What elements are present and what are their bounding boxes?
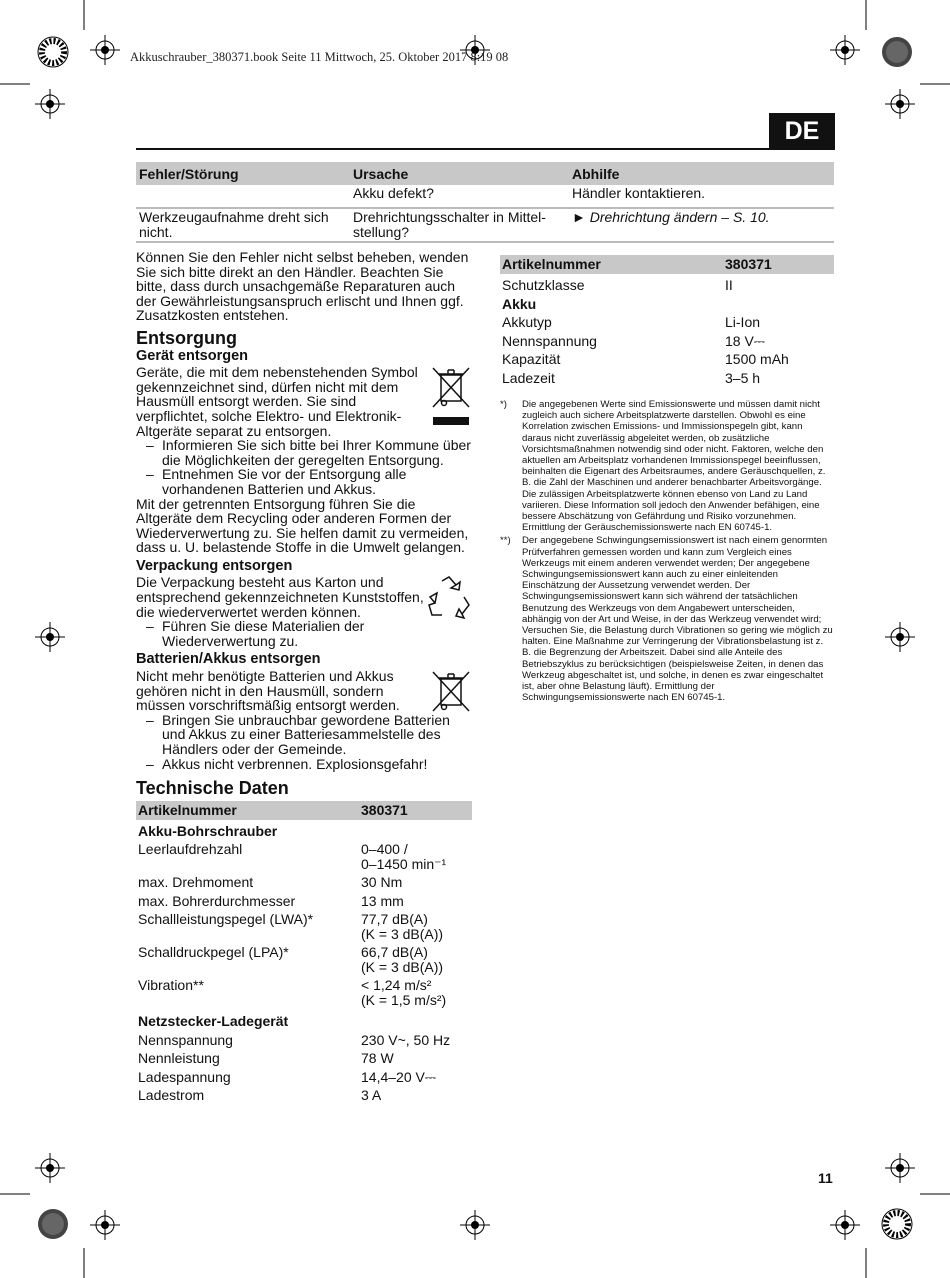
page-number: 11 (818, 1170, 833, 1186)
spec-key: max. Drehmoment (138, 874, 254, 891)
subsection-geraet: Gerät entsorgen (136, 347, 248, 364)
spec-value: 3 A (361, 1087, 382, 1104)
footnote-text: Die angegebenen Werte sind Emissionswerte und müssen damit nicht zugleich auch sichere Arbeitsplatzwerte darstellen. Obwohl es eine Korrelation zwischen Emissions- und Immissionspegeln gibt, kann daraus nicht zuverlässig abgeleitet werden, ob zusätzliche Vorsichtsmaßnahmen notwendig sind oder nicht. Faktoren, welche den aktuellen am Arbeitsplatz vorhandenen Immissionspegel beeinflussen, beinhalten die Eigenart des Arbeitsraumes, andere Geräuschquellen, z. B. die Zahl der Maschinen und anderer benachbarter Arbeitsvorgänge. Die zulässigen Arbeitsplatzwerte können ebenso von Land zu Land variieren. Diese Information soll jedoch den Anwender befähigen, eine bessere Abschätzung von Gefährdung und Risiko vorzunehmen. Ermittlung der Geräuschemissionswerte nach EN 60745-1. (522, 399, 826, 534)
header-rule (136, 148, 834, 150)
list-item: – Entnehmen Sie vor der Entsorgung alle vorhandenen Batterien und Akkus. (136, 467, 472, 496)
spec-value: 30 Nm (361, 874, 403, 891)
spec-value: 1500 mAh (725, 351, 789, 367)
col-header-abhilfe: Abhilfe (569, 162, 834, 185)
table-row (500, 348, 834, 367)
table-row (136, 185, 834, 208)
batterien-text: Nicht mehr benötigte Batterien und Akkus gehören nicht in den Hausmüll, sondern müssen vorschriftsmäßig entsorgt werden. (136, 668, 400, 714)
table-row (136, 974, 472, 1007)
spec-key: Artikelnummer (500, 255, 723, 274)
table-row (136, 908, 472, 941)
table-row (136, 1066, 472, 1085)
spec-value: 18 V⎓ (725, 332, 765, 349)
spec-key: max. Bohrerdurchmesser (138, 892, 296, 909)
spec-value: 14,4–20 V⎓ (361, 1068, 437, 1085)
spec-value: Li-Ion (725, 314, 761, 330)
table-row (500, 330, 834, 349)
spec-key: Ladespannung (138, 1068, 231, 1085)
spec-key: Schalldruckpegel (LPA)* (138, 944, 289, 961)
table-row (136, 1029, 472, 1048)
table-row (136, 890, 472, 909)
footnote-mark: **) (500, 535, 511, 547)
crossed-bin-icon (430, 365, 472, 430)
spec-section: Akku-Bohrschrauber (138, 822, 278, 839)
list-item: – Bringen Sie unbrauchbar gewordene Batterien und Akkus zu einer Batteriesammelstelle des Händlers oder der Gemeinde. (136, 713, 472, 757)
spec-value: II (725, 277, 733, 293)
spec-value: 66,7 dB(A) (K = 3 dB(A)) (361, 944, 444, 975)
table-row (136, 208, 834, 242)
troubleshooting-table (136, 162, 834, 243)
spec-key: Nennspannung (138, 1031, 233, 1048)
cell: Werkzeugaufnahme dreht sich nicht. (136, 208, 350, 242)
crossed-bin-icon (430, 669, 472, 718)
table-row (136, 1084, 472, 1103)
table-row (136, 871, 472, 890)
spec-value: 230 V~, 50 Hz (361, 1031, 451, 1048)
spec-key: Nennspannung (502, 332, 597, 349)
spec-table-left (136, 801, 472, 1103)
spec-value: < 1,24 m/s² (K = 1,5 m/s²) (361, 977, 447, 1008)
table-row (500, 311, 834, 330)
cell: Akku defekt? (350, 185, 569, 208)
intro-text: Können Sie den Fehler nicht selbst beheben, wenden Sie sich bitte direkt an den Händler. Beachten Sie bitte, dass durch unsachgemäße Reparaturen auch der Gewährleistungsanspruch erlischt und Ihnen ggf. Zusatzkosten entstehen. (136, 249, 469, 324)
spec-key: Ladezeit (502, 369, 555, 386)
table-row (500, 367, 834, 386)
spec-key: Kapazität (502, 351, 561, 367)
recycling-icon (426, 575, 472, 624)
cell: Händler kontaktieren. (569, 185, 834, 208)
spec-table-right (500, 255, 834, 385)
col-header-ursache: Ursache (350, 162, 569, 185)
spec-key: Leerlaufdrehzahl (138, 841, 243, 858)
spec-value: 3–5 h (725, 369, 761, 386)
cell (136, 185, 350, 208)
geraet-text: Geräte, die mit dem nebenstehenden Symbol gekennzeichnet sind, dürfen nicht mit dem Hausmüll entsorgt werden. Sie sind verpflichtet, solche Elektro- und Elektronik-Altgeräte separat zu entsorgen. (136, 364, 418, 439)
spec-key: Artikelnummer (136, 801, 359, 820)
list-item: – Akkus nicht verbrennen. Explosionsgefahr! (136, 757, 472, 772)
footnote (500, 399, 834, 533)
section-title-entsorgung: Entsorgung (136, 327, 237, 348)
spec-key: Ladestrom (138, 1087, 205, 1104)
footnote-text: Der angegebene Schwingungsemissionswert ist nach einem genormten Prüfverfahren gemessen worden und kann zum Vergleich eines Werkzeugs mit einem anderen verwendet werden; Der angegebene Schwingungsemissionswert kann auch zu einer einleitenden Einschätzung der Aussetzung verwendet werden. Der Schwingungsemissionswert kann sich während der tatsächlichen Benutzung des Werkzeugs von dem Angabewert unterscheiden, abhängig von der Art und Weise, in der das Werkzeug verwendet wird; Versuchen Sie, die Belastung durch Vibrationen so gering wie möglich zu halten. Eine Maßnahme zur Verringerung der Vibrationsbelastung ist z. B. die Begrenzung der Arbeitszeit. Dabei sind alle Anteile des Betriebszyklus zu berücksichtigen (beispielsweise Zeiten, in denen das Werkzeug abgeschaltet ist, und solche, in denen es zwar eingeschaltet ist, aber ohne Belastung läuft). Ermittlung der Schwingungsemissionswerte nach EN 60745-1. (522, 535, 833, 704)
spec-value: 77,7 dB(A) (K = 3 dB(A)) (361, 911, 444, 942)
right-column (500, 255, 834, 703)
language-badge: DE (769, 113, 835, 150)
spec-section: Akku (502, 295, 537, 312)
table-row (136, 941, 472, 974)
spec-key: Schallleistungspegel (LWA)* (138, 911, 314, 928)
print-header: Akkuschrauber_380371.book Seite 11 Mittwoch, 25. Oktober 2017 8:19 08 (130, 50, 509, 64)
cell-link[interactable]: ► Drehrichtung ändern – S. 10. (569, 208, 834, 242)
table-row (136, 1047, 472, 1066)
spec-key: Akkutyp (502, 314, 552, 330)
spec-key: Schutzklasse (502, 277, 585, 293)
subsection-batterien: Batterien/Akkus entsorgen (136, 651, 321, 668)
table-row (500, 274, 834, 293)
spec-value: 78 W (361, 1050, 394, 1067)
left-column (136, 250, 472, 1103)
spec-value: 13 mm (361, 892, 404, 909)
footnote-mark: *) (500, 399, 507, 410)
verpackung-text: Die Verpackung besteht aus Karton und entsprechend gekennzeichneten Kunststoffen, die wiederverwertet werden können. (136, 574, 424, 620)
table-row (136, 838, 472, 871)
spec-value: 380371 (723, 255, 834, 274)
list-item: – Führen Sie diese Materialien der Wiederverwertung zu. (136, 619, 472, 648)
spec-value: 380371 (359, 801, 472, 820)
col-header-fehler: Fehler/Störung (136, 162, 350, 185)
spec-value: 0–400 / 0–1450 min⁻¹ (361, 841, 447, 872)
recycling-text: Mit der getrennten Entsorgung führen Sie die Altgeräte dem Recycling oder anderen Formen der Wiederverwertung zu. Sie helfen damit zu vermeiden, dass u. U. belastende Stoffe in die Umwelt gelangen. (136, 495, 469, 556)
spec-key: Nennleistung (138, 1050, 220, 1067)
list-item: – Informieren Sie sich bitte bei Ihrer Kommune über die Möglichkeiten der geregelten Entsorgung. (136, 438, 472, 467)
footnote (500, 535, 834, 703)
section-title-technische-daten: Technische Daten (136, 778, 289, 799)
spec-key: Vibration** (138, 977, 204, 994)
cell: Drehrichtungsschalter in Mittel-stellung? (350, 208, 569, 242)
subsection-verpackung: Verpackung entsorgen (136, 557, 293, 574)
spec-section: Netzstecker-Ladegerät (138, 1013, 289, 1030)
